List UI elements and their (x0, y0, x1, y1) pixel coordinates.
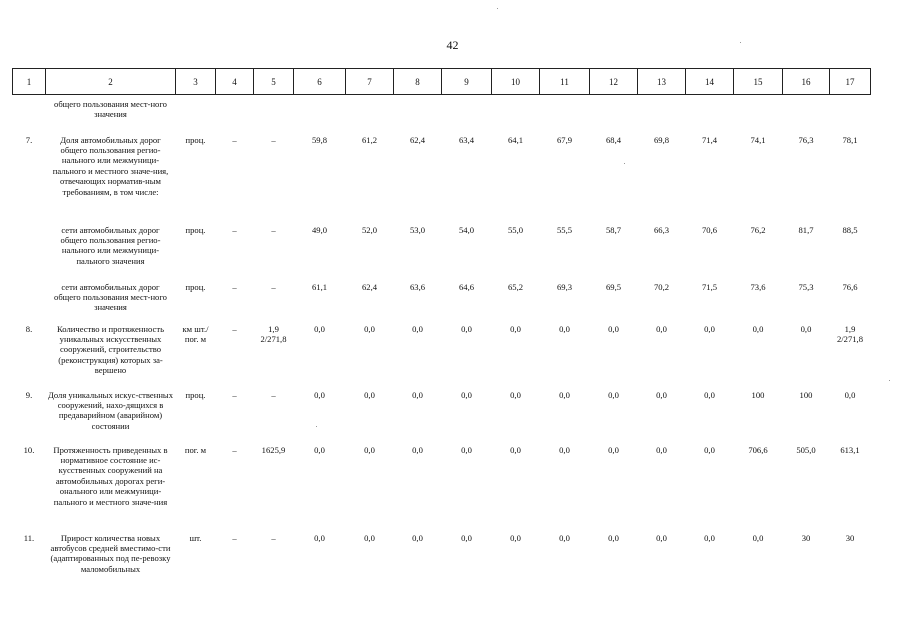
value-cell: 0,0 (412, 532, 423, 543)
value-cell: 0,0 (412, 389, 423, 400)
value-cell (734, 95, 783, 135)
value-cell: 0,0 (656, 444, 667, 455)
table-row (13, 225, 871, 282)
table-row (13, 95, 871, 135)
value-cell: 0,0 (559, 389, 570, 400)
value-cell: 70,6 (701, 224, 718, 235)
col-header: 4 (216, 69, 254, 95)
value-cell: 62,4 (409, 134, 426, 145)
value-cell: 0,0 (704, 389, 715, 400)
value-cell (346, 95, 394, 135)
table-row (13, 135, 871, 225)
value-cell: 0,0 (800, 323, 812, 334)
value-cell: 0,0 (461, 444, 472, 455)
value-cell: 0,0 (608, 323, 619, 334)
value-cell: 0,0 (559, 532, 570, 543)
value-cell: 76,3 (798, 134, 814, 145)
value-cell: – (232, 532, 237, 543)
value-cell: 55,0 (507, 224, 524, 235)
value-cell (686, 95, 734, 135)
col-header: 9 (442, 69, 492, 95)
row-number: 9. (25, 389, 33, 400)
value-cell: 76,6 (842, 281, 858, 292)
value-cell: – (271, 389, 276, 400)
value-cell: 62,4 (361, 281, 378, 292)
row-number (13, 95, 46, 135)
value-cell: 0,0 (364, 444, 375, 455)
value-cell: 0,0 (656, 323, 667, 334)
value-cell: 69,5 (605, 281, 622, 292)
col-header: 13 (638, 69, 686, 95)
value-cell: – (271, 134, 276, 145)
value-cell: 78,1 (842, 134, 858, 145)
value-cell: 71,5 (701, 281, 718, 292)
value-cell (783, 95, 830, 135)
indicator-name: сети автомобильных дорог общего пользования мест-ного значения (54, 281, 167, 313)
row-number: 11. (23, 532, 35, 543)
value-cell: 0,0 (656, 389, 667, 400)
value-cell: 0,0 (608, 389, 619, 400)
value-cell: 0,0 (844, 389, 856, 400)
value-cell: 59,8 (311, 134, 328, 145)
value-cell: 1,9 2/271,8 (260, 323, 287, 344)
value-cell: 0,0 (314, 532, 325, 543)
value-cell: 0,0 (461, 323, 472, 334)
value-cell: 64,6 (458, 281, 475, 292)
col-header: 6 (294, 69, 346, 95)
value-cell (254, 95, 294, 135)
row-number (13, 282, 46, 324)
value-cell: 75,3 (798, 281, 814, 292)
row-number: 8. (25, 323, 33, 334)
value-cell: 81,7 (798, 224, 814, 235)
unit-of-measure: проц. (185, 281, 206, 292)
header-row (13, 69, 871, 95)
indicator-name: Доля автомобильных дорог общего пользования регио-нального или межмуници-пального и местного значе-ния, отвечающих норматив-ным требованиям, в том числе: (52, 134, 169, 197)
value-cell: 100 (751, 389, 765, 400)
value-cell: 0,0 (364, 532, 375, 543)
value-cell (442, 95, 492, 135)
value-cell: 0,0 (656, 532, 667, 543)
value-cell: 505,0 (796, 444, 816, 455)
value-cell (394, 95, 442, 135)
value-cell: – (232, 389, 237, 400)
value-cell: 61,1 (311, 281, 328, 292)
value-cell: 69,3 (556, 281, 573, 292)
indicator-name: общего пользования мест-ного значения (54, 99, 167, 120)
col-header: 14 (686, 69, 734, 95)
value-cell: 0,0 (364, 389, 375, 400)
value-cell: 0,0 (461, 532, 472, 543)
col-header: 12 (590, 69, 638, 95)
col-header: 10 (492, 69, 540, 95)
value-cell: 69,8 (653, 134, 670, 145)
value-cell: 613,1 (840, 444, 860, 455)
col-header: 17 (830, 69, 871, 95)
value-cell: 0,0 (608, 532, 619, 543)
value-cell: 0,0 (608, 444, 619, 455)
value-cell: 52,0 (361, 224, 378, 235)
col-header: 7 (346, 69, 394, 95)
value-cell: 0,0 (510, 389, 521, 400)
value-cell: – (271, 281, 276, 292)
value-cell: 30 (801, 532, 811, 543)
value-cell: 53,0 (409, 224, 426, 235)
value-cell: 0,0 (704, 323, 715, 334)
value-cell: 0,0 (704, 532, 715, 543)
value-cell: 0,0 (314, 389, 325, 400)
value-cell: 0,0 (510, 444, 521, 455)
value-cell: – (232, 444, 237, 455)
unit-of-measure (176, 95, 216, 135)
value-cell: 76,2 (750, 224, 766, 235)
value-cell: 0,0 (559, 323, 570, 334)
table-row (13, 445, 871, 533)
indicators-table (12, 68, 871, 593)
value-cell: 0,0 (461, 389, 472, 400)
unit-of-measure: шт. (189, 532, 202, 543)
value-cell: – (271, 224, 276, 235)
table-row (13, 282, 871, 324)
value-cell: 0,0 (412, 444, 423, 455)
value-cell: 88,5 (842, 224, 858, 235)
table-row (13, 533, 871, 593)
unit-of-measure: проц. (185, 389, 206, 400)
value-cell: – (232, 134, 237, 145)
table-row (13, 390, 871, 445)
row-number: 10. (23, 444, 35, 455)
row-number: 7. (25, 134, 33, 145)
value-cell: – (271, 532, 276, 543)
page-number: 42 (446, 38, 459, 52)
col-header: 8 (394, 69, 442, 95)
value-cell: – (232, 281, 237, 292)
indicator-name: Прирост количества новых автобусов средней вместимо-сти (адаптированных под пе-ревозку маломобильных (50, 532, 171, 574)
value-cell: 0,0 (704, 444, 715, 455)
value-cell: 67,9 (556, 134, 573, 145)
value-cell (830, 95, 871, 135)
value-cell: 63,6 (409, 281, 426, 292)
col-header: 11 (540, 69, 590, 95)
value-cell: 100 (799, 389, 813, 400)
value-cell (590, 95, 638, 135)
value-cell: 54,0 (458, 224, 475, 235)
indicator-name: Протяженность приведенных в нормативное состояние ис-кусственных сооружений на автомобильных дорогах реги-онального или межмуници-пального и местного значе-ния (53, 444, 168, 507)
value-cell: – (232, 224, 237, 235)
col-header: 16 (783, 69, 830, 95)
value-cell: 73,6 (750, 281, 766, 292)
value-cell: – (232, 323, 237, 334)
value-cell: 63,4 (458, 134, 475, 145)
value-cell: 49,0 (311, 224, 328, 235)
row-number (13, 225, 46, 282)
value-cell: 71,4 (701, 134, 718, 145)
value-cell (294, 95, 346, 135)
indicator-name: сети автомобильных дорог общего пользования регио-нального или межмуници-пального значения (60, 224, 161, 266)
value-cell: 0,0 (314, 444, 325, 455)
value-cell (216, 95, 254, 135)
unit-of-measure: км шт./пог. м (182, 323, 209, 344)
value-cell (540, 95, 590, 135)
value-cell: 55,5 (556, 224, 573, 235)
value-cell: 0,0 (510, 532, 521, 543)
unit-of-measure: проц. (185, 134, 206, 145)
value-cell: 0,0 (412, 323, 423, 334)
value-cell: 65,2 (507, 281, 524, 292)
value-cell: 30 (845, 532, 855, 543)
value-cell: 64,1 (507, 134, 524, 145)
col-header: 5 (254, 69, 294, 95)
table-row (13, 324, 871, 390)
indicator-name: Доля уникальных искус-ственных сооружений, нахо-дящихся в предаварийном (аварийном) состоянии (48, 389, 173, 431)
value-cell: 1625,9 (261, 444, 286, 455)
value-cell: 0,0 (510, 323, 521, 334)
value-cell: 0,0 (559, 444, 570, 455)
col-header: 3 (176, 69, 216, 95)
indicator-name: Количество и протяженность уникальных искусственных сооружений, строительство (реконструкция) которых за-вершено (57, 323, 164, 376)
value-cell (492, 95, 540, 135)
unit-of-measure: пог. м (184, 444, 207, 455)
value-cell: 70,2 (653, 281, 670, 292)
value-cell: 68,4 (605, 134, 622, 145)
col-header: 2 (46, 69, 176, 95)
value-cell: 0,0 (752, 323, 764, 334)
value-cell: 0,0 (314, 323, 325, 334)
value-cell: 66,3 (653, 224, 670, 235)
value-cell: 0,0 (752, 532, 764, 543)
value-cell: 74,1 (750, 134, 766, 145)
col-header: 1 (13, 69, 46, 95)
value-cell (638, 95, 686, 135)
value-cell: 1,9 2/271,8 (836, 323, 864, 344)
value-cell: 58,7 (605, 224, 622, 235)
value-cell: 706,6 (748, 444, 768, 455)
unit-of-measure: проц. (185, 224, 206, 235)
col-header: 15 (734, 69, 783, 95)
value-cell: 61,2 (361, 134, 378, 145)
value-cell: 0,0 (364, 323, 375, 334)
